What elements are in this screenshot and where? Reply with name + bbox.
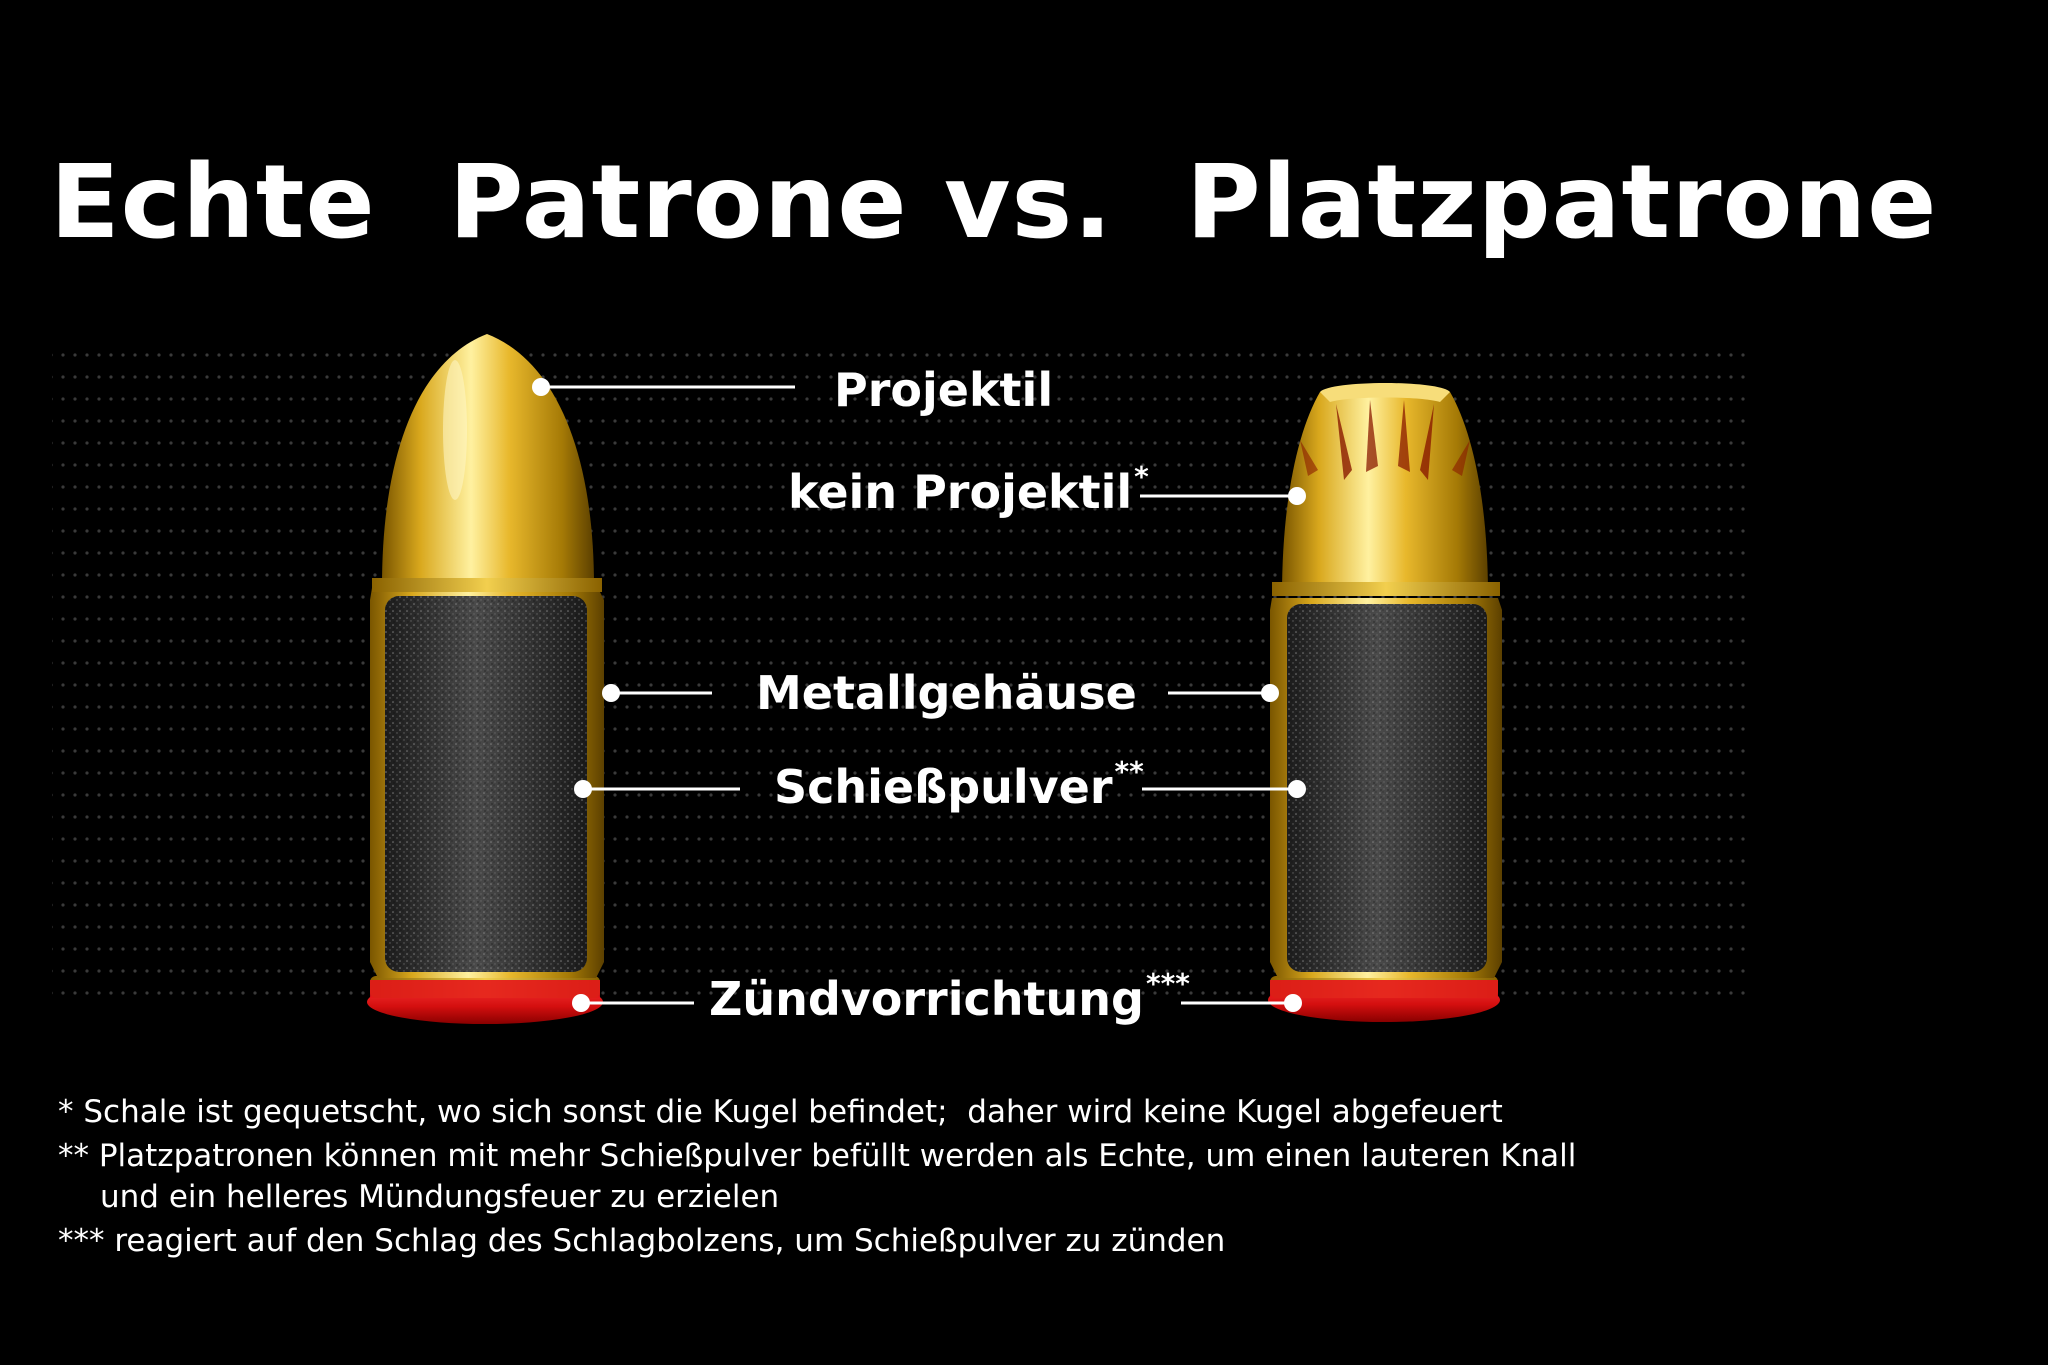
label-kein-projektil-mark: * <box>1134 460 1149 493</box>
footnote-2-line-1: ** Platzpatronen können mit mehr Schießpulver befüllt werden als Echte, um einen lauteren Knall <box>58 1138 1577 1174</box>
footnote-2-line-2: und ein helleres Mündungsfeuer zu erzielen <box>100 1179 780 1215</box>
label-metallgehaeuse <box>756 666 1137 720</box>
page-title: Echte Patrone vs. Platzpatrone <box>50 143 1938 262</box>
label-zuendvorrichtung-text: Zündvorrichtung <box>709 972 1144 1026</box>
label-zuendvorrichtung-mark: *** <box>1145 967 1190 1000</box>
label-schiesspulver <box>774 755 1144 814</box>
footnote-1: * Schale ist gequetscht, wo sich sonst die Kugel befindet; daher wird keine Kugel abgefeuert <box>58 1094 1503 1130</box>
label-metallgehaeuse-text: Metallgehäuse <box>756 666 1137 720</box>
blank-crimped-mouth <box>1282 392 1488 596</box>
footnote-3: *** reagiert auf den Schlag des Schlagbolzens, um Schießpulver zu zünden <box>58 1223 1226 1259</box>
label-projektil <box>834 363 1054 417</box>
label-kein-projektil <box>788 460 1149 519</box>
label-zuendvorrichtung <box>709 967 1190 1026</box>
label-kein-projektil-text: kein Projektil <box>788 465 1133 519</box>
label-schiesspulver-text: Schießpulver <box>774 760 1113 814</box>
real-cartridge <box>367 334 604 1024</box>
label-schiesspulver-mark: ** <box>1114 755 1144 788</box>
blank-cartridge <box>1268 383 1502 1022</box>
label-projektil-text: Projektil <box>834 363 1054 417</box>
